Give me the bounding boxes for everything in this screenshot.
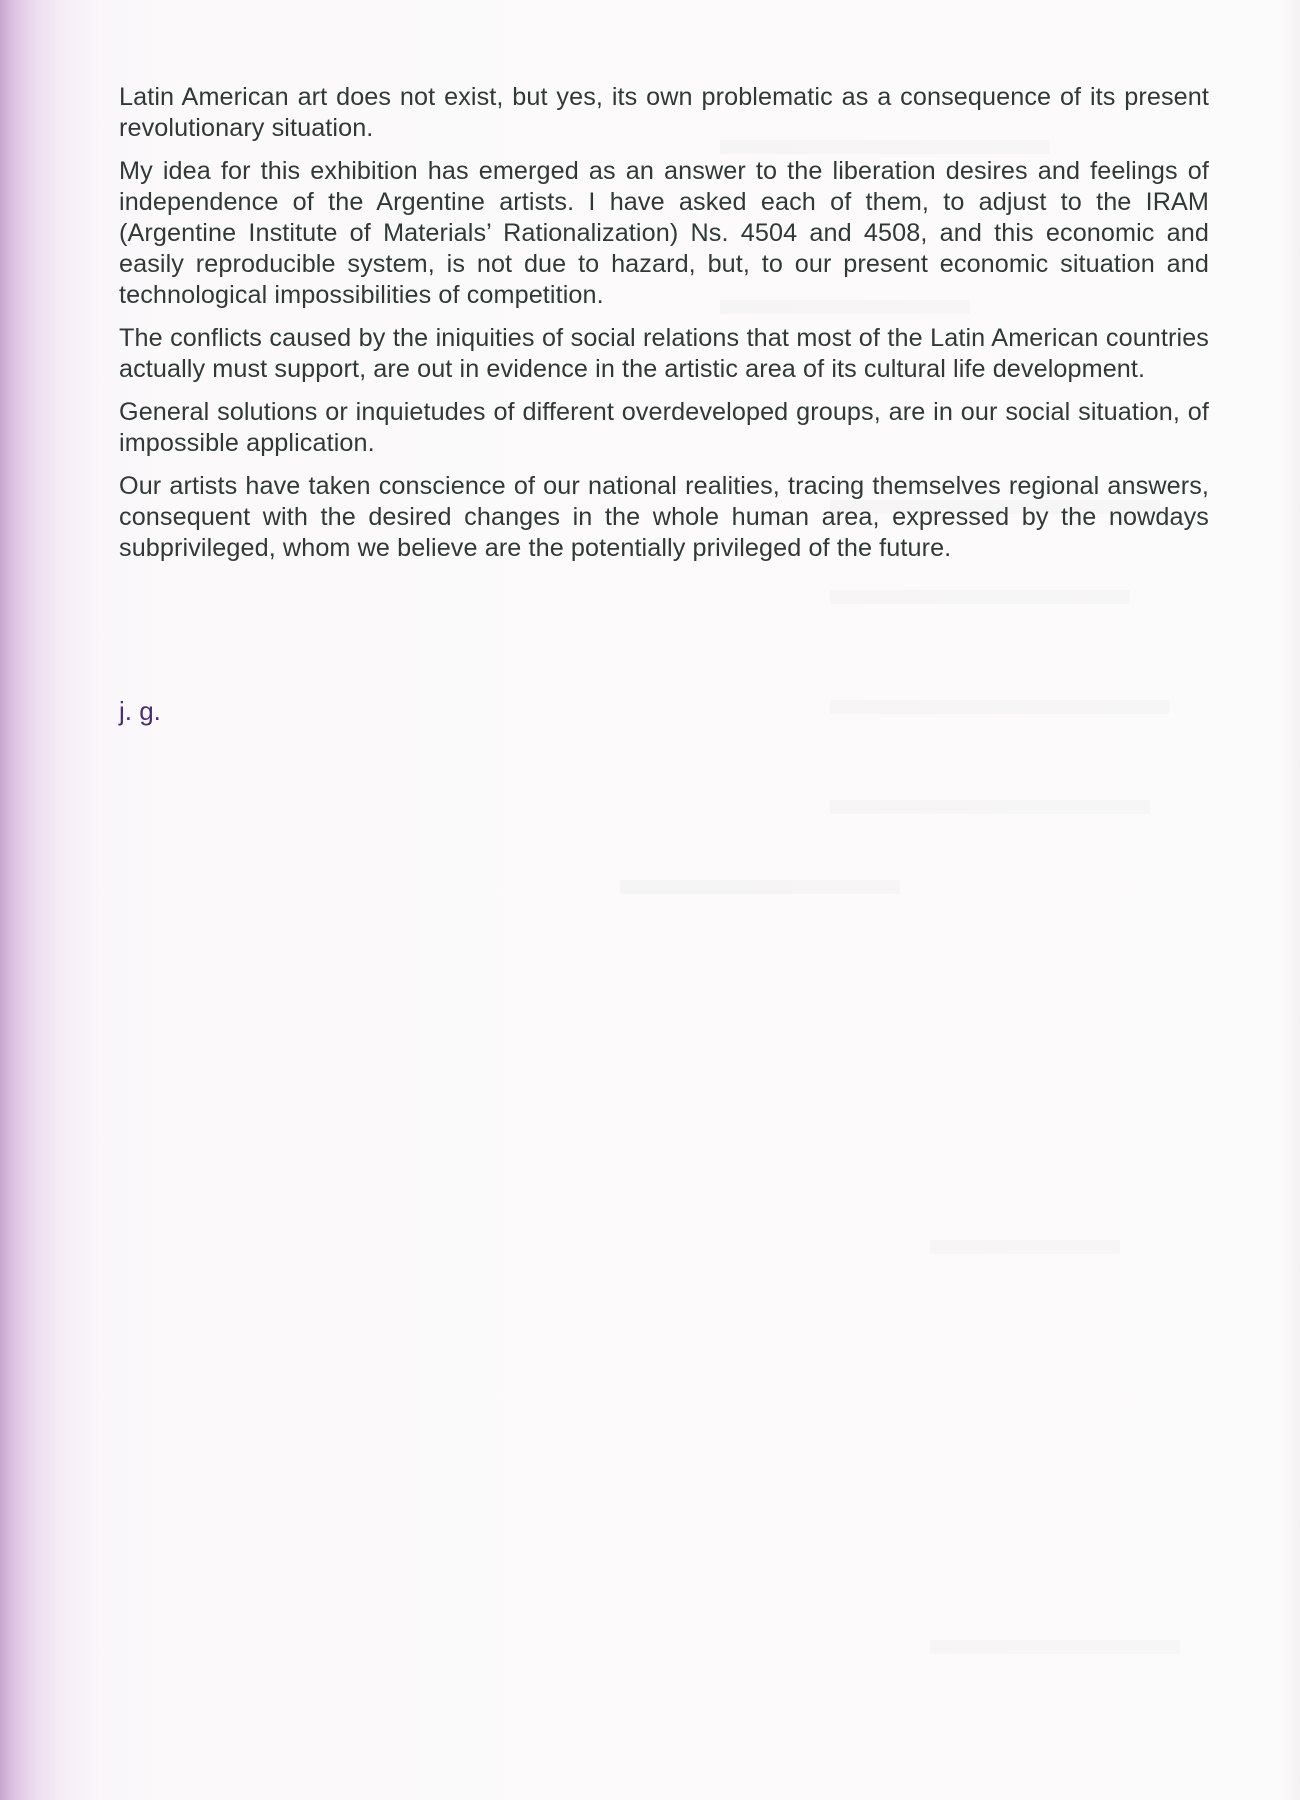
show-through-mark (830, 590, 1130, 604)
author-initials: j. g. (119, 696, 161, 726)
show-through-mark (620, 880, 900, 894)
paragraph: General solutions or inquietudes of different overdeveloped groups, are in our social situation, of impossible application. (119, 398, 1209, 457)
show-through-mark (930, 1240, 1120, 1254)
paragraph: Our artists have taken conscience of our national realities, tracing themselves regional answers, consequent with the desired changes in the whole human area, expressed by the nowdays subprivileged, whom we believe are the potentially privileged of the future. (119, 472, 1209, 562)
show-through-mark (830, 800, 1150, 814)
show-through-mark (830, 700, 1170, 714)
paragraph: The conflicts caused by the iniquities of social relations that most of the Latin American countries actually must support, are out in evidence in the artistic area of its cultural life development. (119, 324, 1209, 383)
show-through-mark (930, 1640, 1180, 1654)
paragraph: Latin American art does not exist, but yes, its own problematic as a consequence of its present revolutionary situation. (119, 83, 1209, 142)
statement-text (119, 82, 1209, 576)
paragraph: My idea for this exhibition has emerged as an answer to the liberation desires and feelings of independence of the Argentine artists. I have asked each of them, to adjust to the IRAM (Argentine Institute of Materials’ Rationalization) Ns. 4504 and 4508, and this economic and easily reproducible system, is not due to hazard, but, to our present economic situation and technological impossibilities of competition. (119, 157, 1209, 309)
